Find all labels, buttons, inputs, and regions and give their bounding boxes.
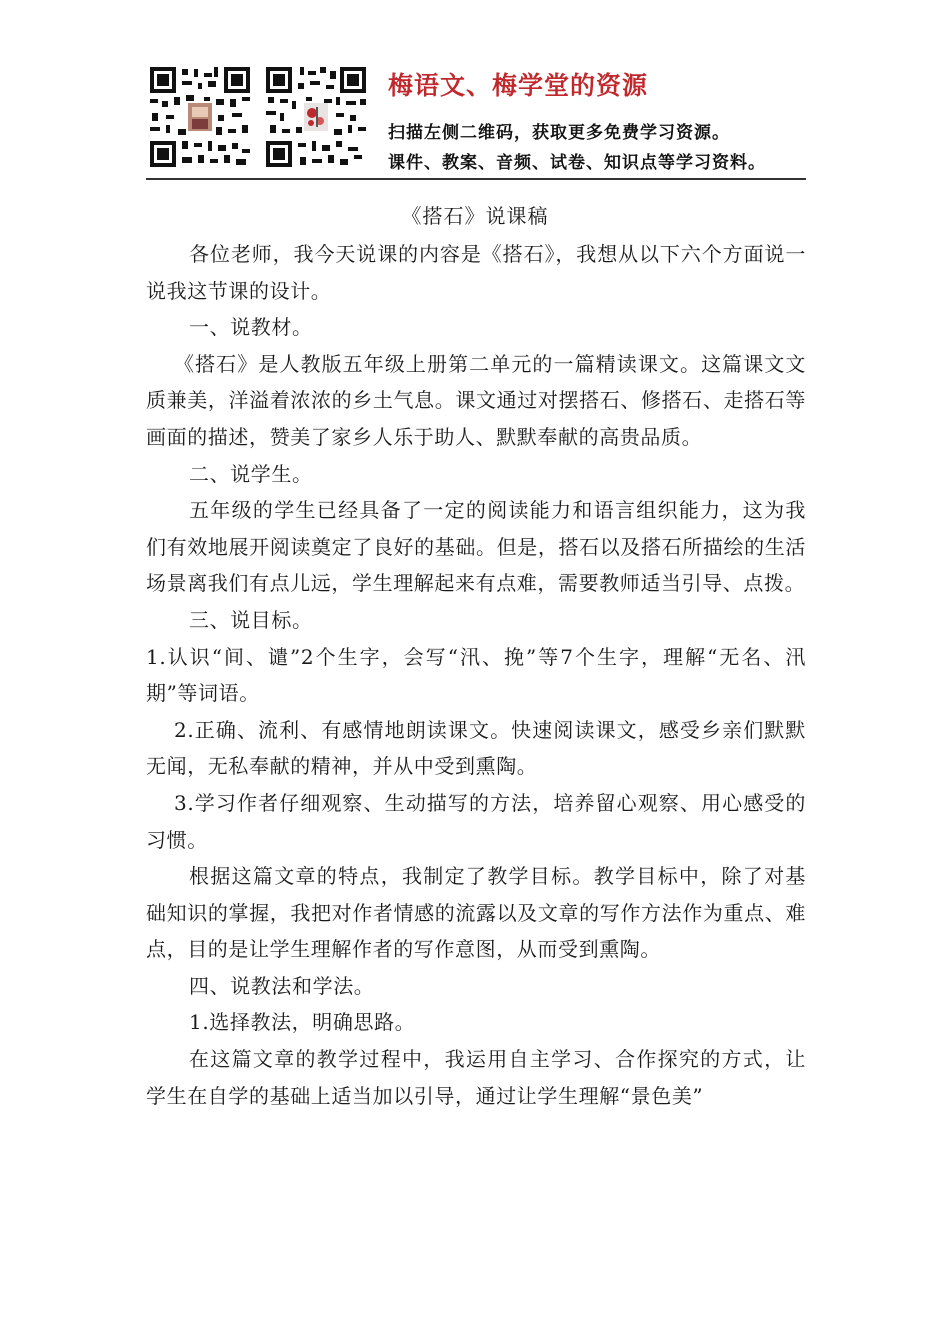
brand-tagline-1: 扫描左侧二维码，获取更多免费学习资源。: [388, 123, 730, 143]
paragraph: 在这篇文章的教学过程中，我运用自主学习、合作探究的方式，让学生在自学的基础上适当加以引导，通过让学生理解“景色美”: [146, 1047, 806, 1108]
objective-item: 2.正确、流利、有感情地朗读课文。快速阅读课文，感受乡亲们默默无闻，无私奉献的精神，并从中受到熏陶。: [146, 717, 806, 779]
header-divider: [146, 178, 806, 180]
objective-item: 1.认识“间、谴”2个生字，会写“汛、挽”等7个生字，理解“无名、汛期”等词语。: [146, 644, 806, 706]
section-heading: 四、说教法和学法。: [189, 973, 375, 998]
section-heading: 二、说学生。: [189, 461, 313, 486]
section-heading: 一、说教材。: [189, 315, 313, 340]
paragraph: 五年级的学生已经具备了一定的阅读能力和语言组织能力，这为我们有效地展开阅读奠定了良好的基础。但是，搭石以及搭石所描绘的生活场景离我们有点儿远，学生理解起来有点难，需要教师适当引导、点拨。: [146, 498, 806, 596]
document-body: [146, 236, 806, 1114]
header-banner: [146, 60, 806, 174]
qr-code-icon: [262, 63, 370, 171]
paragraph: 根据这篇文章的特点，我制定了教学目标。教学目标中，除了对基础知识的掌握，我把对作者情感的流露以及文章的写作方法作为重点、难点，目的是让学生理解作者的写作意图，从而受到熏陶。: [146, 864, 806, 962]
document-title: 《搭石》说课稿: [401, 204, 549, 228]
subsection-heading: 1.选择教法，明确思路。: [189, 1010, 416, 1035]
paragraph: 各位老师，我今天说课的内容是《搭石》，我想从以下六个方面说一说我这节课的设计。: [146, 242, 806, 303]
objective-item: 3.学习作者仔细观察、生动描写的方法，培养留心观察、用心感受的习惯。: [146, 790, 806, 852]
paragraph: 《搭石》是人教版五年级上册第二单元的一篇精读课文。这篇课文文质兼美，洋溢着浓浓的乡土气息。课文通过对摆搭石、修搭石、走搭石等画面的描述，赞美了家乡人乐于助人、默默奉献的高贵品质。: [146, 351, 806, 449]
section-heading: 三、说目标。: [189, 607, 313, 632]
qr-code-icon: [146, 63, 254, 171]
brand-title: 梅语文、梅学堂的资源: [388, 71, 649, 100]
brand-tagline-2: 课件、教案、音频、试卷、知识点等学习资料。: [388, 153, 766, 173]
